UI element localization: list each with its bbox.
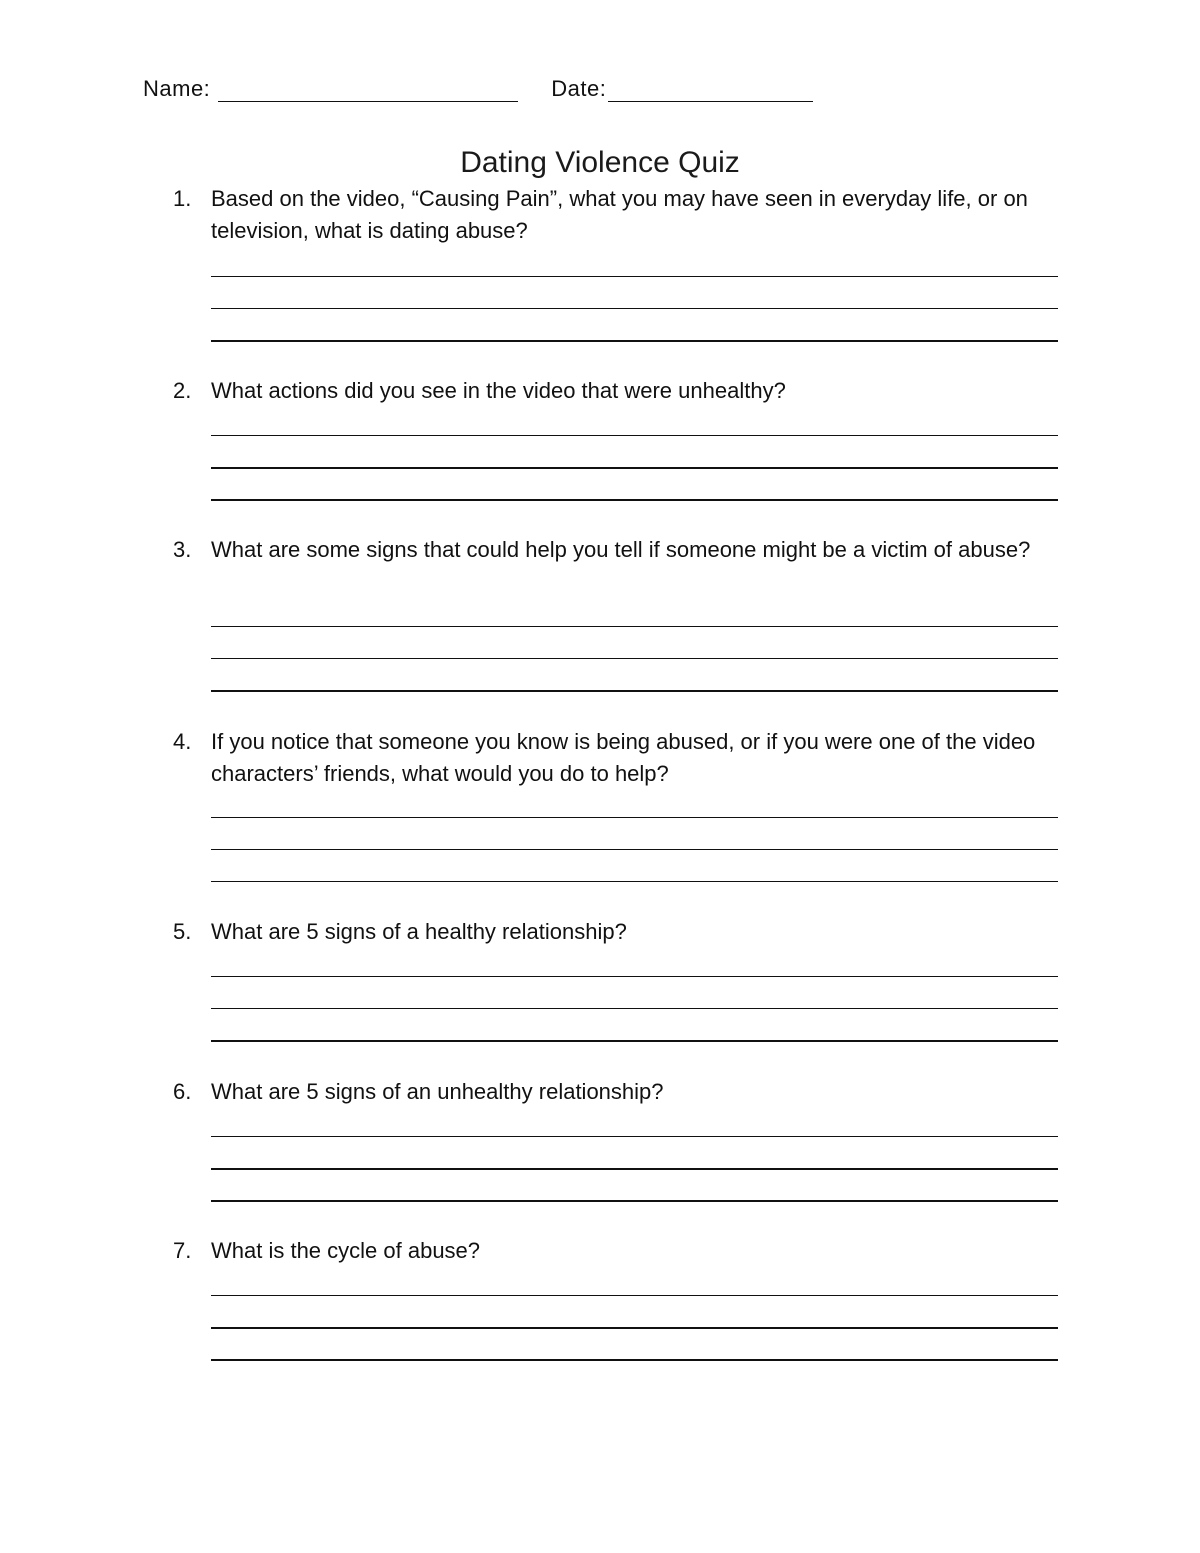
answer-line[interactable]: [211, 308, 1058, 309]
answer-line[interactable]: [211, 499, 1058, 501]
question-number: 5.: [173, 919, 192, 944]
answer-line[interactable]: [211, 817, 1058, 818]
name-field[interactable]: [218, 79, 518, 102]
question-text: What are some signs that could help you tell if someone might be a victim of abuse?: [211, 537, 1031, 562]
answer-line[interactable]: [211, 1168, 1058, 1170]
question-number: 3.: [173, 537, 192, 562]
name-label: Name:: [143, 76, 211, 101]
question-text: What is the cycle of abuse?: [211, 1238, 481, 1263]
answer-line[interactable]: [211, 1200, 1058, 1202]
answer-line[interactable]: [211, 1359, 1058, 1361]
question-6: [173, 1076, 1073, 1108]
date-field[interactable]: [608, 79, 813, 102]
question-text: What are 5 signs of an unhealthy relationship?: [211, 1079, 664, 1104]
question-4: [173, 726, 1073, 790]
question-text: Based on the video, “Causing Pain”, what you may have seen in everyday life, or on television, what is dating abuse?: [211, 186, 1028, 243]
question-number: 1.: [173, 186, 192, 211]
answer-line[interactable]: [211, 690, 1058, 692]
answer-line[interactable]: [211, 276, 1058, 277]
question-7: [173, 1235, 1073, 1267]
question-1: [173, 183, 1073, 247]
answer-line[interactable]: [211, 626, 1058, 627]
question-number: 7.: [173, 1238, 192, 1263]
question-3: [173, 534, 1073, 566]
page-title: Dating Violence Quiz: [460, 146, 740, 179]
answer-line[interactable]: [211, 1295, 1058, 1296]
question-number: 4.: [173, 729, 192, 754]
answer-line[interactable]: [211, 435, 1058, 436]
answer-line[interactable]: [211, 1040, 1058, 1042]
answer-line[interactable]: [211, 340, 1058, 342]
answer-line[interactable]: [211, 467, 1058, 469]
question-text: What actions did you see in the video that were unhealthy?: [211, 378, 786, 403]
question-number: 2.: [173, 378, 192, 403]
question-number: 6.: [173, 1079, 192, 1104]
date-label: Date:: [551, 76, 607, 101]
answer-line[interactable]: [211, 1008, 1058, 1009]
answer-line[interactable]: [211, 1327, 1058, 1329]
question-text: If you notice that someone you know is being abused, or if you were one of the video characters’ friends, what would you do to help?: [211, 729, 1036, 786]
question-2: [173, 375, 1073, 407]
question-5: [173, 916, 1073, 948]
answer-line[interactable]: [211, 881, 1058, 882]
answer-line[interactable]: [211, 1136, 1058, 1137]
question-text: What are 5 signs of a healthy relationship?: [211, 919, 627, 944]
answer-line[interactable]: [211, 658, 1058, 659]
answer-line[interactable]: [211, 976, 1058, 977]
answer-line[interactable]: [211, 849, 1058, 850]
header: [143, 76, 813, 102]
